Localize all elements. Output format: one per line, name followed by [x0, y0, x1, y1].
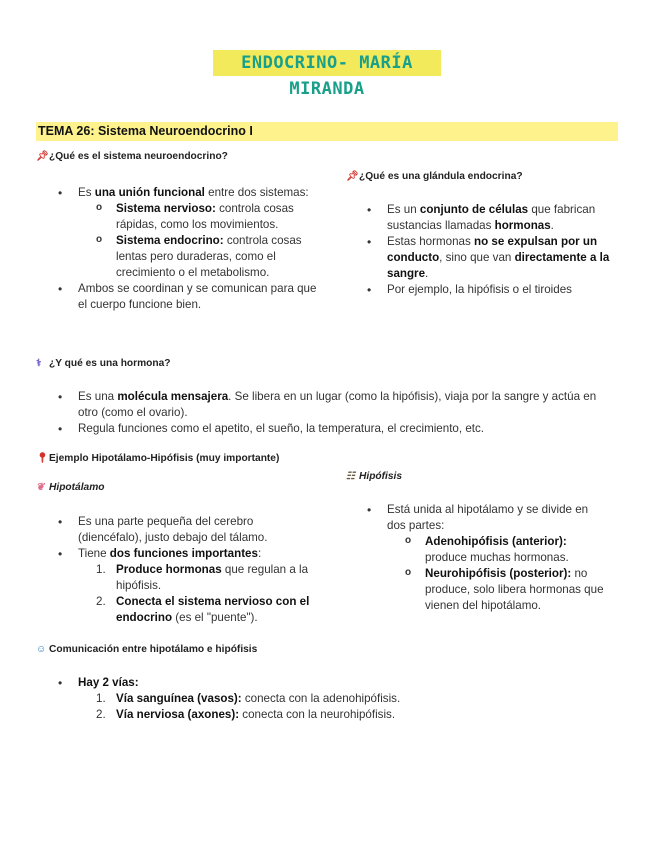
list-item: • Regula funciones como el apetito, el sueño, la temperatura, el crecimiento, etc. [58, 421, 614, 437]
list-item: o Adenohipófisis (anterior): produce muchas hormonas. [405, 534, 607, 566]
neuroendocrine-list [58, 185, 318, 313]
list-item: 2. Conecta el sistema nervioso con el endocrino (es el "puente"). [96, 595, 310, 624]
dna-icon: ⚕ [36, 358, 42, 369]
list-item: o Sistema endocrino: controla cosas lentas pero duraderas, como el crecimiento o el metabolismo. [96, 233, 318, 281]
hypothalamus-list [58, 514, 310, 626]
list-item: • Hay 2 vías: 1. Vía sanguínea (vasos): conecta con la adenohipófisis. 2. Vía nerviosa (axones): conecta con la neurohipófisis. [58, 675, 598, 723]
section-pituitary-heading: ☷ Hipófisis [346, 471, 403, 482]
section-hormone-heading: ⚕ ¿Y qué es una hormona? [36, 358, 171, 369]
list-item: • Por ejemplo, la hipófisis o el tiroides [367, 282, 615, 298]
list-item: • Es una parte pequeña del cerebro (diencéfalo), justo debajo del tálamo. [58, 514, 310, 546]
section-neuroendocrine-heading: 📌︎¿Qué es el sistema neuroendocrino? [36, 151, 228, 162]
brain-icon: ❦ [36, 482, 45, 493]
list-item: • Ambos se coordinan y se comunican para que el cuerpo funcione bien. [58, 281, 318, 313]
list-item: 1. Produce hormonas que regulan a la hipófisis. [96, 563, 309, 592]
list-item: • Es una unión funcional entre dos sistemas: o Sistema nervioso: controla cosas rápidas, como los movimientos. o Sistema endocrino: controla cosas lentas pero duraderas, como el crecimiento o el metabolismo. [58, 185, 318, 281]
list-item: o Sistema nervioso: controla cosas rápidas, como los movimientos. [96, 201, 318, 233]
list-item: • Tiene dos funciones importantes: 1. Produce hormonas que regulan a la hipófisis. 2. Conecta el sistema nervioso con el endocrino (es el "puente"). [58, 546, 310, 626]
list-item: o Neurohipófisis (posterior): no produce, solo libera hormonas que vienen del hipotálamo. [405, 566, 607, 614]
hormone-list [58, 389, 614, 437]
communication-list [58, 675, 598, 723]
map-pin-icon: 📍︎ [36, 453, 49, 464]
document-title-banner [213, 50, 441, 99]
endocrine-gland-list [367, 202, 615, 298]
list-item: 2. Vía nerviosa (axones): conecta con la neurohipófisis. [96, 708, 396, 721]
pushpin-icon: 📌︎ [36, 151, 49, 162]
section-hypothalamus-heading: ❦ Hipotálamo [36, 482, 105, 493]
list-item: • Está unida al hipotálamo y se divide en dos partes: o Adenohipófisis (anterior): produce muchas hormonas. o Neurohipófisis (posterior): no produce, solo libera hormonas que vienen del hipotálamo. [367, 502, 607, 614]
scroll-icon: ☷ [346, 471, 355, 482]
list-item: • Es una molécula mensajera. Se libera en un lugar (como la hipófisis), viaja por la sangre y actúa en otro (como el ovario). [58, 389, 614, 421]
section-communication-heading: ☺ Comunicación entre hipotálamo e hipófisis [36, 644, 258, 655]
topic-heading-bar [36, 122, 618, 141]
pushpin-icon: 📌︎ [346, 171, 359, 182]
section-endocrine-gland-heading: 📌︎¿Qué es una glándula endocrina? [346, 171, 523, 182]
list-item: 1. Vía sanguínea (vasos): conecta con la adenohipófisis. [96, 692, 401, 705]
list-item: • Es un conjunto de células que fabrican sustancias llamadas hormonas. [367, 202, 615, 234]
list-item: • Estas hormonas no se expulsan por un conducto, sino que van directamente a la sangre. [367, 234, 615, 282]
topic-heading: TEMA 26: Sistema Neuroendocrino I [38, 124, 253, 138]
pituitary-list [367, 502, 607, 614]
person-icon: ☺ [36, 644, 47, 655]
document-title: ENDOCRINO- MARÍA MIRANDA [241, 53, 413, 99]
section-example-heading: 📍︎Ejemplo Hipotálamo-Hipófisis (muy importante) [36, 453, 280, 464]
